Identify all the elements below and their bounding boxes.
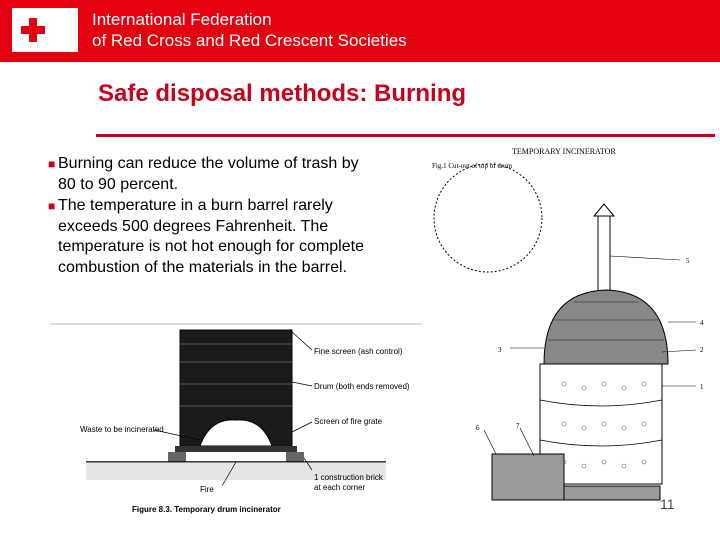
figure-subtitle: Fig.1 Cut-out of top of drum — [432, 162, 513, 170]
bullet-item — [48, 196, 378, 278]
title-divider — [96, 134, 715, 137]
figure-title: TEMPORARY INCINERATOR — [512, 147, 616, 156]
drum-incinerator-figure — [50, 322, 422, 526]
bullet-item — [48, 154, 378, 195]
drum-top-circle — [434, 164, 542, 272]
slide-title: Safe disposal methods: Burning — [98, 80, 467, 107]
temporary-incinerator-figure — [424, 140, 720, 520]
bullet-marker-icon: ■ — [48, 157, 56, 171]
red-cross-red-crescent-logo — [12, 8, 78, 52]
bullet-marker-icon: ■ — [48, 199, 56, 213]
page-number: 11 — [660, 496, 675, 512]
label-5: 5 — [686, 257, 690, 265]
label-3: 3 — [498, 346, 502, 354]
label-screen-grate: Screen of fire grate — [314, 417, 383, 426]
org-name-line2: of Red Cross and Red Crescent Societies — [92, 31, 407, 50]
label-waste: Waste to be incinerated — [80, 425, 164, 434]
label-7: 7 — [516, 422, 520, 430]
label-brick-line2: at each corner — [314, 483, 366, 492]
label-2: 2 — [700, 346, 704, 354]
label-fire: Fire — [200, 485, 214, 494]
label-drum: Drum (both ends removed) — [314, 382, 410, 391]
org-name-line1: International Federation — [92, 10, 272, 29]
label-1: 1 — [700, 383, 704, 391]
label-brick-line1: 1 construction brick — [314, 473, 383, 482]
dome-shape — [544, 290, 668, 364]
label-6: 6 — [476, 424, 480, 432]
brick-base — [492, 454, 564, 500]
organization-name — [92, 9, 407, 51]
chimney-pipe — [598, 216, 610, 296]
label-fine-screen: Fine screen (ash control) — [314, 347, 403, 356]
label-4: 4 — [700, 319, 704, 327]
figure-caption: Figure 8.3. Temporary drum incinerator — [132, 505, 281, 514]
chimney-arrow — [594, 204, 614, 216]
bullet-list — [48, 154, 378, 279]
bullet-text: Burning can reduce the volume of trash by 80 to 90 percent. — [58, 155, 359, 193]
bullet-text: The temperature in a burn barrel rarely exceeds 500 degrees Fahrenheit. The temperature is not hot enough for complete combustion of the materials in the barrel. — [58, 197, 364, 276]
